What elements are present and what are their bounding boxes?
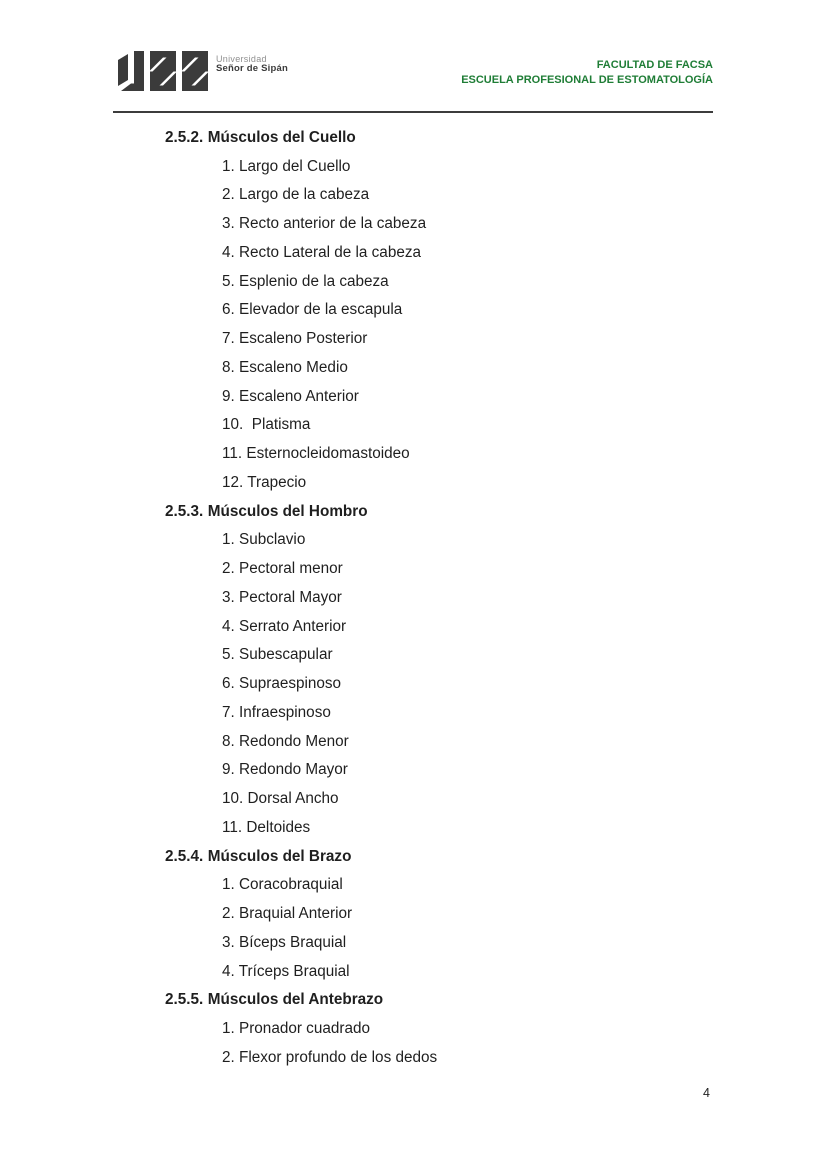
list-item-text: 11. Deltoides xyxy=(222,818,311,836)
section-number: 2.5.5. xyxy=(165,991,204,1009)
list-item xyxy=(0,296,828,325)
school-line: ESCUELA PROFESIONAL DE ESTOMATOLOGÍA xyxy=(461,74,713,86)
list-item xyxy=(0,612,828,641)
list-item xyxy=(0,354,828,383)
list-item-text: 10. Dorsal Ancho xyxy=(222,790,339,808)
header-divider xyxy=(113,111,713,113)
university-logo xyxy=(118,50,288,92)
list-item-text: 2. Braquial Anterior xyxy=(222,905,353,923)
list-item xyxy=(0,670,828,699)
logo-university-name: Señor de Sipán xyxy=(216,63,288,75)
list-item xyxy=(0,1015,828,1044)
list-item-text: 4. Recto Lateral de la cabeza xyxy=(222,243,421,261)
list-item xyxy=(0,929,828,958)
section-heading xyxy=(0,986,828,1015)
list-item-text: 3. Pectoral Mayor xyxy=(222,588,342,606)
section-heading xyxy=(0,842,828,871)
logo-wordmark xyxy=(216,50,288,75)
list-item-text: 5. Subescapular xyxy=(222,646,333,664)
list-item xyxy=(0,957,828,986)
list-item xyxy=(0,641,828,670)
list-item-text: 4. Tríceps Braquial xyxy=(222,962,350,980)
list-item xyxy=(0,382,828,411)
list-item xyxy=(0,900,828,929)
list-item-text: 8. Escaleno Medio xyxy=(222,358,348,376)
section-heading xyxy=(0,497,828,526)
page-number: 4 xyxy=(703,1086,710,1100)
section-title: Músculos del Hombro xyxy=(207,502,368,520)
list-item-text: 6. Supraespinoso xyxy=(222,675,342,693)
list-item xyxy=(0,1044,828,1073)
list-item xyxy=(0,727,828,756)
list-item-text: 6. Elevador de la escapula xyxy=(222,301,403,319)
list-item xyxy=(0,325,828,354)
section-heading xyxy=(0,124,828,153)
document-sections xyxy=(0,124,828,1073)
section-title: Músculos del Antebrazo xyxy=(207,991,384,1009)
list-item xyxy=(0,469,828,498)
list-item-text: 8. Redondo Menor xyxy=(222,732,349,750)
list-item xyxy=(0,526,828,555)
list-item-text: 9. Escaleno Anterior xyxy=(222,387,359,405)
list-item-text: 4. Serrato Anterior xyxy=(222,617,347,635)
list-item-text: 7. Escaleno Posterior xyxy=(222,330,368,348)
list-item xyxy=(0,210,828,239)
list-item xyxy=(0,785,828,814)
list-item-text: 7. Infraespinoso xyxy=(222,703,331,721)
faculty-line: FACULTAD DE FACSA xyxy=(596,59,713,71)
section-number: 2.5.3. xyxy=(165,502,204,520)
section-title: Músculos del Brazo xyxy=(207,847,352,865)
uss-logo-icon xyxy=(118,50,208,92)
list-item-text: 11. Esternocleidomastoideo xyxy=(222,445,410,463)
list-item-text: 2. Pectoral menor xyxy=(222,560,343,578)
list-item xyxy=(0,267,828,296)
list-item-text: 3. Recto anterior de la cabeza xyxy=(222,215,427,233)
list-item xyxy=(0,440,828,469)
list-item-text: 1. Subclavio xyxy=(222,531,306,549)
list-item xyxy=(0,411,828,440)
faculty-header xyxy=(461,58,713,88)
list-item-text: 5. Esplenio de la cabeza xyxy=(222,272,389,290)
list-item-text: 10. Platisma xyxy=(222,416,311,434)
list-item-text: 1. Coracobraquial xyxy=(222,876,343,894)
list-item xyxy=(0,814,828,843)
list-item-text: 12. Trapecio xyxy=(222,473,307,491)
list-item xyxy=(0,699,828,728)
list-item-text: 1. Pronador cuadrado xyxy=(222,1020,370,1038)
section-number: 2.5.2. xyxy=(165,128,204,146)
list-item-text: 9. Redondo Mayor xyxy=(222,761,348,779)
list-item xyxy=(0,555,828,584)
section-number: 2.5.4. xyxy=(165,847,204,865)
logo-university-label: Universidad xyxy=(216,54,267,64)
list-item xyxy=(0,152,828,181)
list-item-text: 2. Flexor profundo de los dedos xyxy=(222,1048,438,1066)
list-item xyxy=(0,871,828,900)
list-item-text: 1. Largo del Cuello xyxy=(222,157,351,175)
section-title: Músculos del Cuello xyxy=(207,128,356,146)
list-item xyxy=(0,584,828,613)
list-item xyxy=(0,756,828,785)
list-item-text: 3. Bíceps Braquial xyxy=(222,933,347,951)
list-item-text: 2. Largo de la cabeza xyxy=(222,186,370,204)
list-item xyxy=(0,181,828,210)
list-item xyxy=(0,239,828,268)
